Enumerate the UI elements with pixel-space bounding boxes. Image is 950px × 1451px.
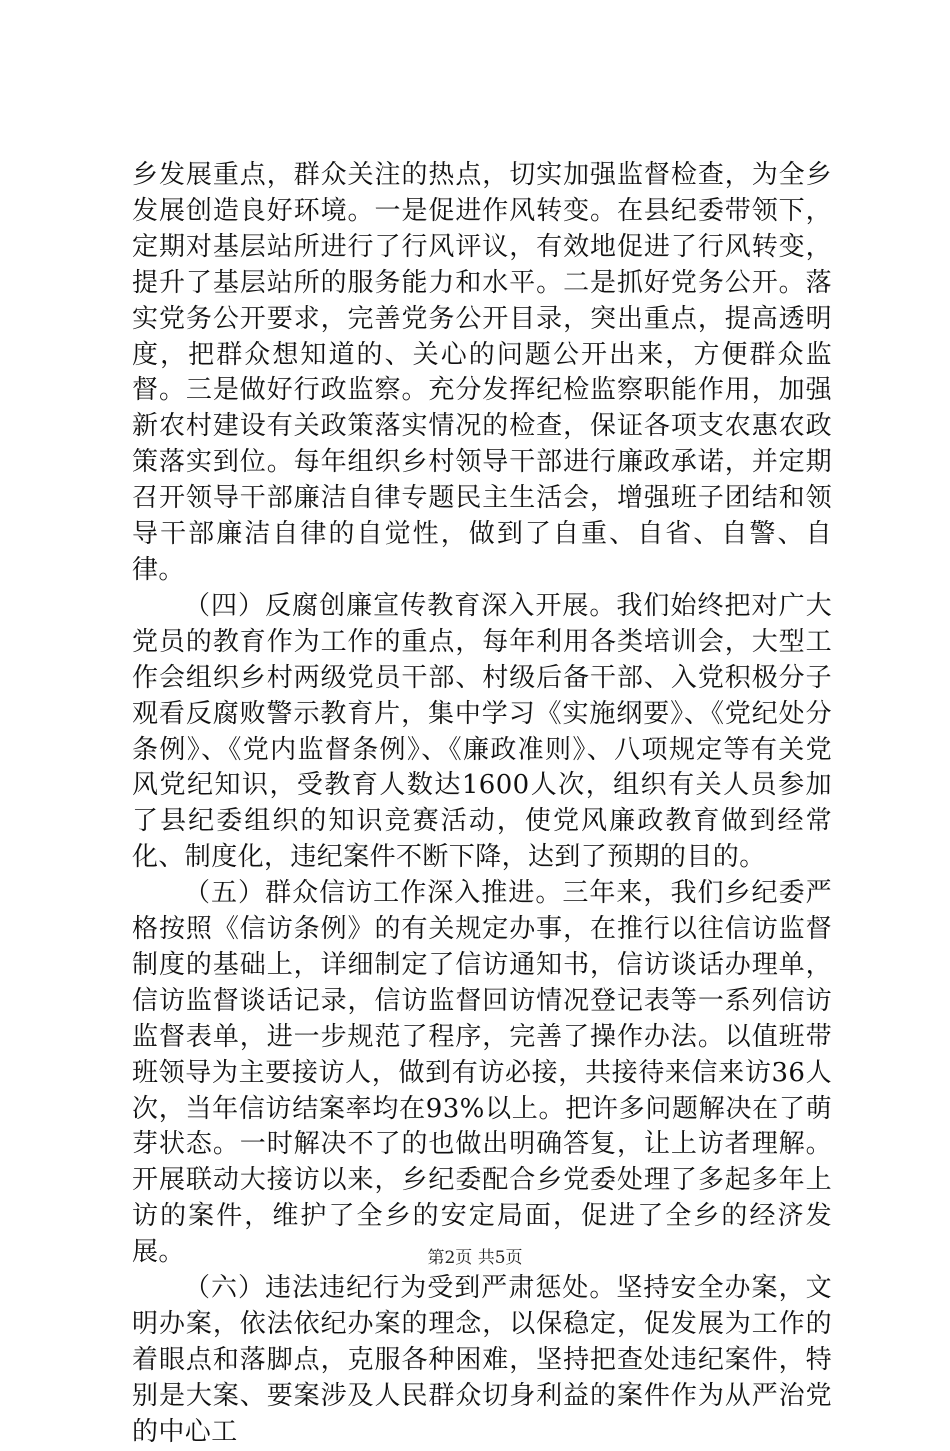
page-number-footer: 第2页 共5页 (427, 1248, 523, 1268)
paragraph-section-six: （六）违法违纪行为受到严肃惩处。坚持安全办案，文明办案，依法依纪办案的理念，以保稳定，促发展为工作的着眼点和落脚点，克服各种困难，坚持把查处违纪案件，特别是大案、要案涉及人民群众切身利益的案件作为从严治党的中心工 (132, 1273, 832, 1447)
paragraph-section-five: （五）群众信访工作深入推进。三年来，我们乡纪委严格按照《信访条例》的有关规定办事，在推行以往信访监督制度的基础上，详细制定了信访通知书，信访谈话办理单，信访监督谈话记录，信访监督回访情况登记表等一系列信访监督表单，进一步规范了程序，完善了操作办法。以值班带班领导为主要接访人，做到有访必接，共接待来信来访36人次，当年信访结案率均在93%以上。把许多问题解决在了萌芽状态。一时解决不了的也做出明确答复，让上访者理解。开展联动大接访以来，乡纪委配合乡党委处理了多起多年上访的案件，维护了全乡的安定局面，促进了全乡的经济发展。 (132, 878, 832, 1268)
paragraph-continuation: 乡发展重点，群众关注的热点，切实加强监督检查，为全乡发展创造良好环境。一是促进作风转变。在县纪委带领下，定期对基层站所进行了行风评议，有效地促进了行风转变，提升了基层站所的服务能力和水平。二是抓好党务公开。落实党务公开要求，完善党务公开目录，突出重点，提高透明度，把群众想知道的、关心的问题公开出来，方便群众监督。三是做好行政监察。充分发挥纪检监察职能作用，加强新农村建设有关政策落实情况的检查，保证各项支农惠农政策落实到位。每年组织乡村领导干部进行廉政承诺，并定期召开领导干部廉洁自律专题民主生活会，增强班子团结和领导干部廉洁自律的自觉性，做到了自重、自省、自警、自律。 (132, 160, 832, 585)
paragraph-section-four: （四）反腐创廉宣传教育深入开展。我们始终把对广大党员的教育作为工作的重点，每年利用各类培训会，大型工作会组织乡村两级党员干部、村级后备干部、入党积极分子观看反腐败警示教育片，集中学习《实施纲要》、《党纪处分条例》、《党内监督条例》、《廉政准则》、八项规定等有关党风党纪知识，受教育人数达1600人次，组织有关人员参加了县纪委组织的知识竞赛活动，使党风廉政教育做到经常化、制度化，违纪案件不断下降，达到了预期的目的。 (132, 590, 832, 873)
